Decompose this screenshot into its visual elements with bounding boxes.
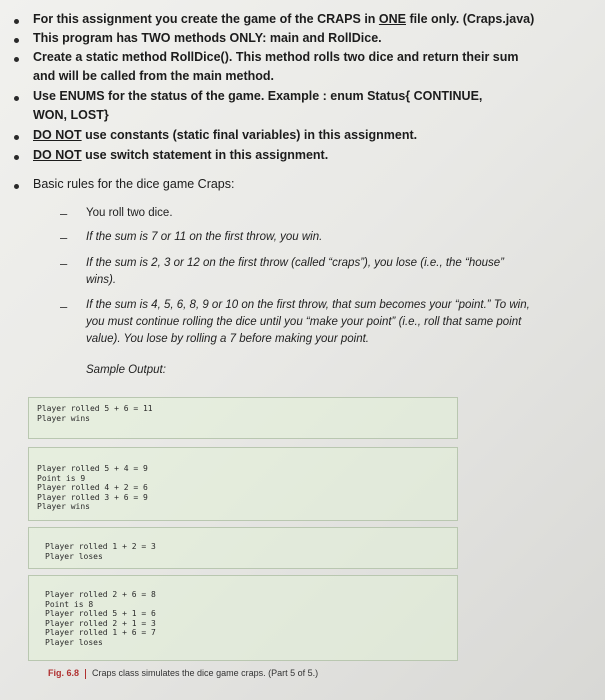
output-line: Player loses — [45, 551, 103, 561]
bullet-dot — [14, 155, 19, 160]
output-line: Player rolled 5 + 4 = 9 — [37, 464, 148, 473]
bullet-text: DO NOT use switch statement in this assignment. — [33, 148, 329, 162]
bullet-text: Use ENUMS for the status of the game. Example : enum Status{ CONTINUE, WON, LOST} — [33, 89, 483, 122]
output-line: Point is 9 — [37, 473, 86, 483]
bullet-text: Basic rules for the dice game Craps: — [33, 177, 235, 191]
output-line: Point is 8 — [45, 599, 94, 609]
dash-marker: – — [60, 206, 68, 221]
output-box — [28, 527, 458, 569]
bullet-text: For this assignment you create the game of the CRAPS in ONE file only. (Craps.java) — [33, 12, 535, 26]
output-line: Player wins — [37, 502, 90, 511]
rule-item: If the sum is 2, 3 or 12 on the first throw (called “craps”), you lose (i.e., the “house” wins). — [86, 257, 505, 286]
dash-marker: – — [60, 256, 68, 271]
output-box — [28, 447, 458, 521]
sample-output-label: Sample Output: — [86, 364, 166, 376]
output-line: Player loses — [45, 637, 103, 647]
output-line: Player wins — [37, 413, 90, 423]
output-line: Player rolled 3 + 6 = 9 — [37, 492, 148, 502]
output-box — [28, 575, 458, 661]
output-line: Player rolled 2 + 1 = 3 — [45, 618, 156, 628]
output-line: Player rolled 4 + 2 = 6 — [37, 483, 148, 492]
rule-item: You roll two dice. — [86, 207, 173, 219]
output-line: Player rolled 1 + 6 = 7 — [45, 628, 156, 637]
bullet-text: Create a static method RollDice(). This method rolls two dice and return their sum and will be called from the main method. — [33, 50, 519, 83]
rule-item: If the sum is 4, 5, 6, 8, 9 or 10 on the first throw, that sum becomes your “point.” To win, you must continue rolling the dice until you “make your point” (i.e., roll that same point value). You lose by rolling a 7 before making your point. — [86, 299, 530, 345]
output-line: Player rolled 5 + 1 = 6 — [45, 609, 156, 618]
rule-item: If the sum is 7 or 11 on the first throw, you win. — [86, 231, 323, 243]
output-line: Player rolled 2 + 6 = 8 — [45, 590, 156, 599]
output-line: Player rolled 1 + 2 = 3 — [45, 542, 156, 551]
bullet-dot — [14, 135, 19, 140]
bullet-dot — [14, 96, 19, 101]
figure-caption — [48, 668, 318, 679]
bullet-text: DO NOT use constants (static final variables) in this assignment. — [33, 128, 418, 142]
caption-separator — [85, 669, 86, 679]
bullet-dot — [14, 38, 19, 43]
caption-text: Craps class simulates the dice game craps. (Part 5 of 5.) — [92, 668, 319, 678]
dash-marker: – — [60, 230, 68, 245]
dash-marker: – — [60, 299, 68, 314]
output-box — [28, 397, 458, 439]
bullet-dot — [14, 184, 19, 189]
output-line: Player rolled 5 + 6 = 11 — [37, 404, 153, 413]
bullet-dot — [14, 19, 19, 24]
figure-label: Fig. 6.8 — [48, 668, 80, 678]
bullet-dot — [14, 57, 19, 62]
bullet-text: This program has TWO methods ONLY: main and RollDice. — [33, 31, 382, 45]
